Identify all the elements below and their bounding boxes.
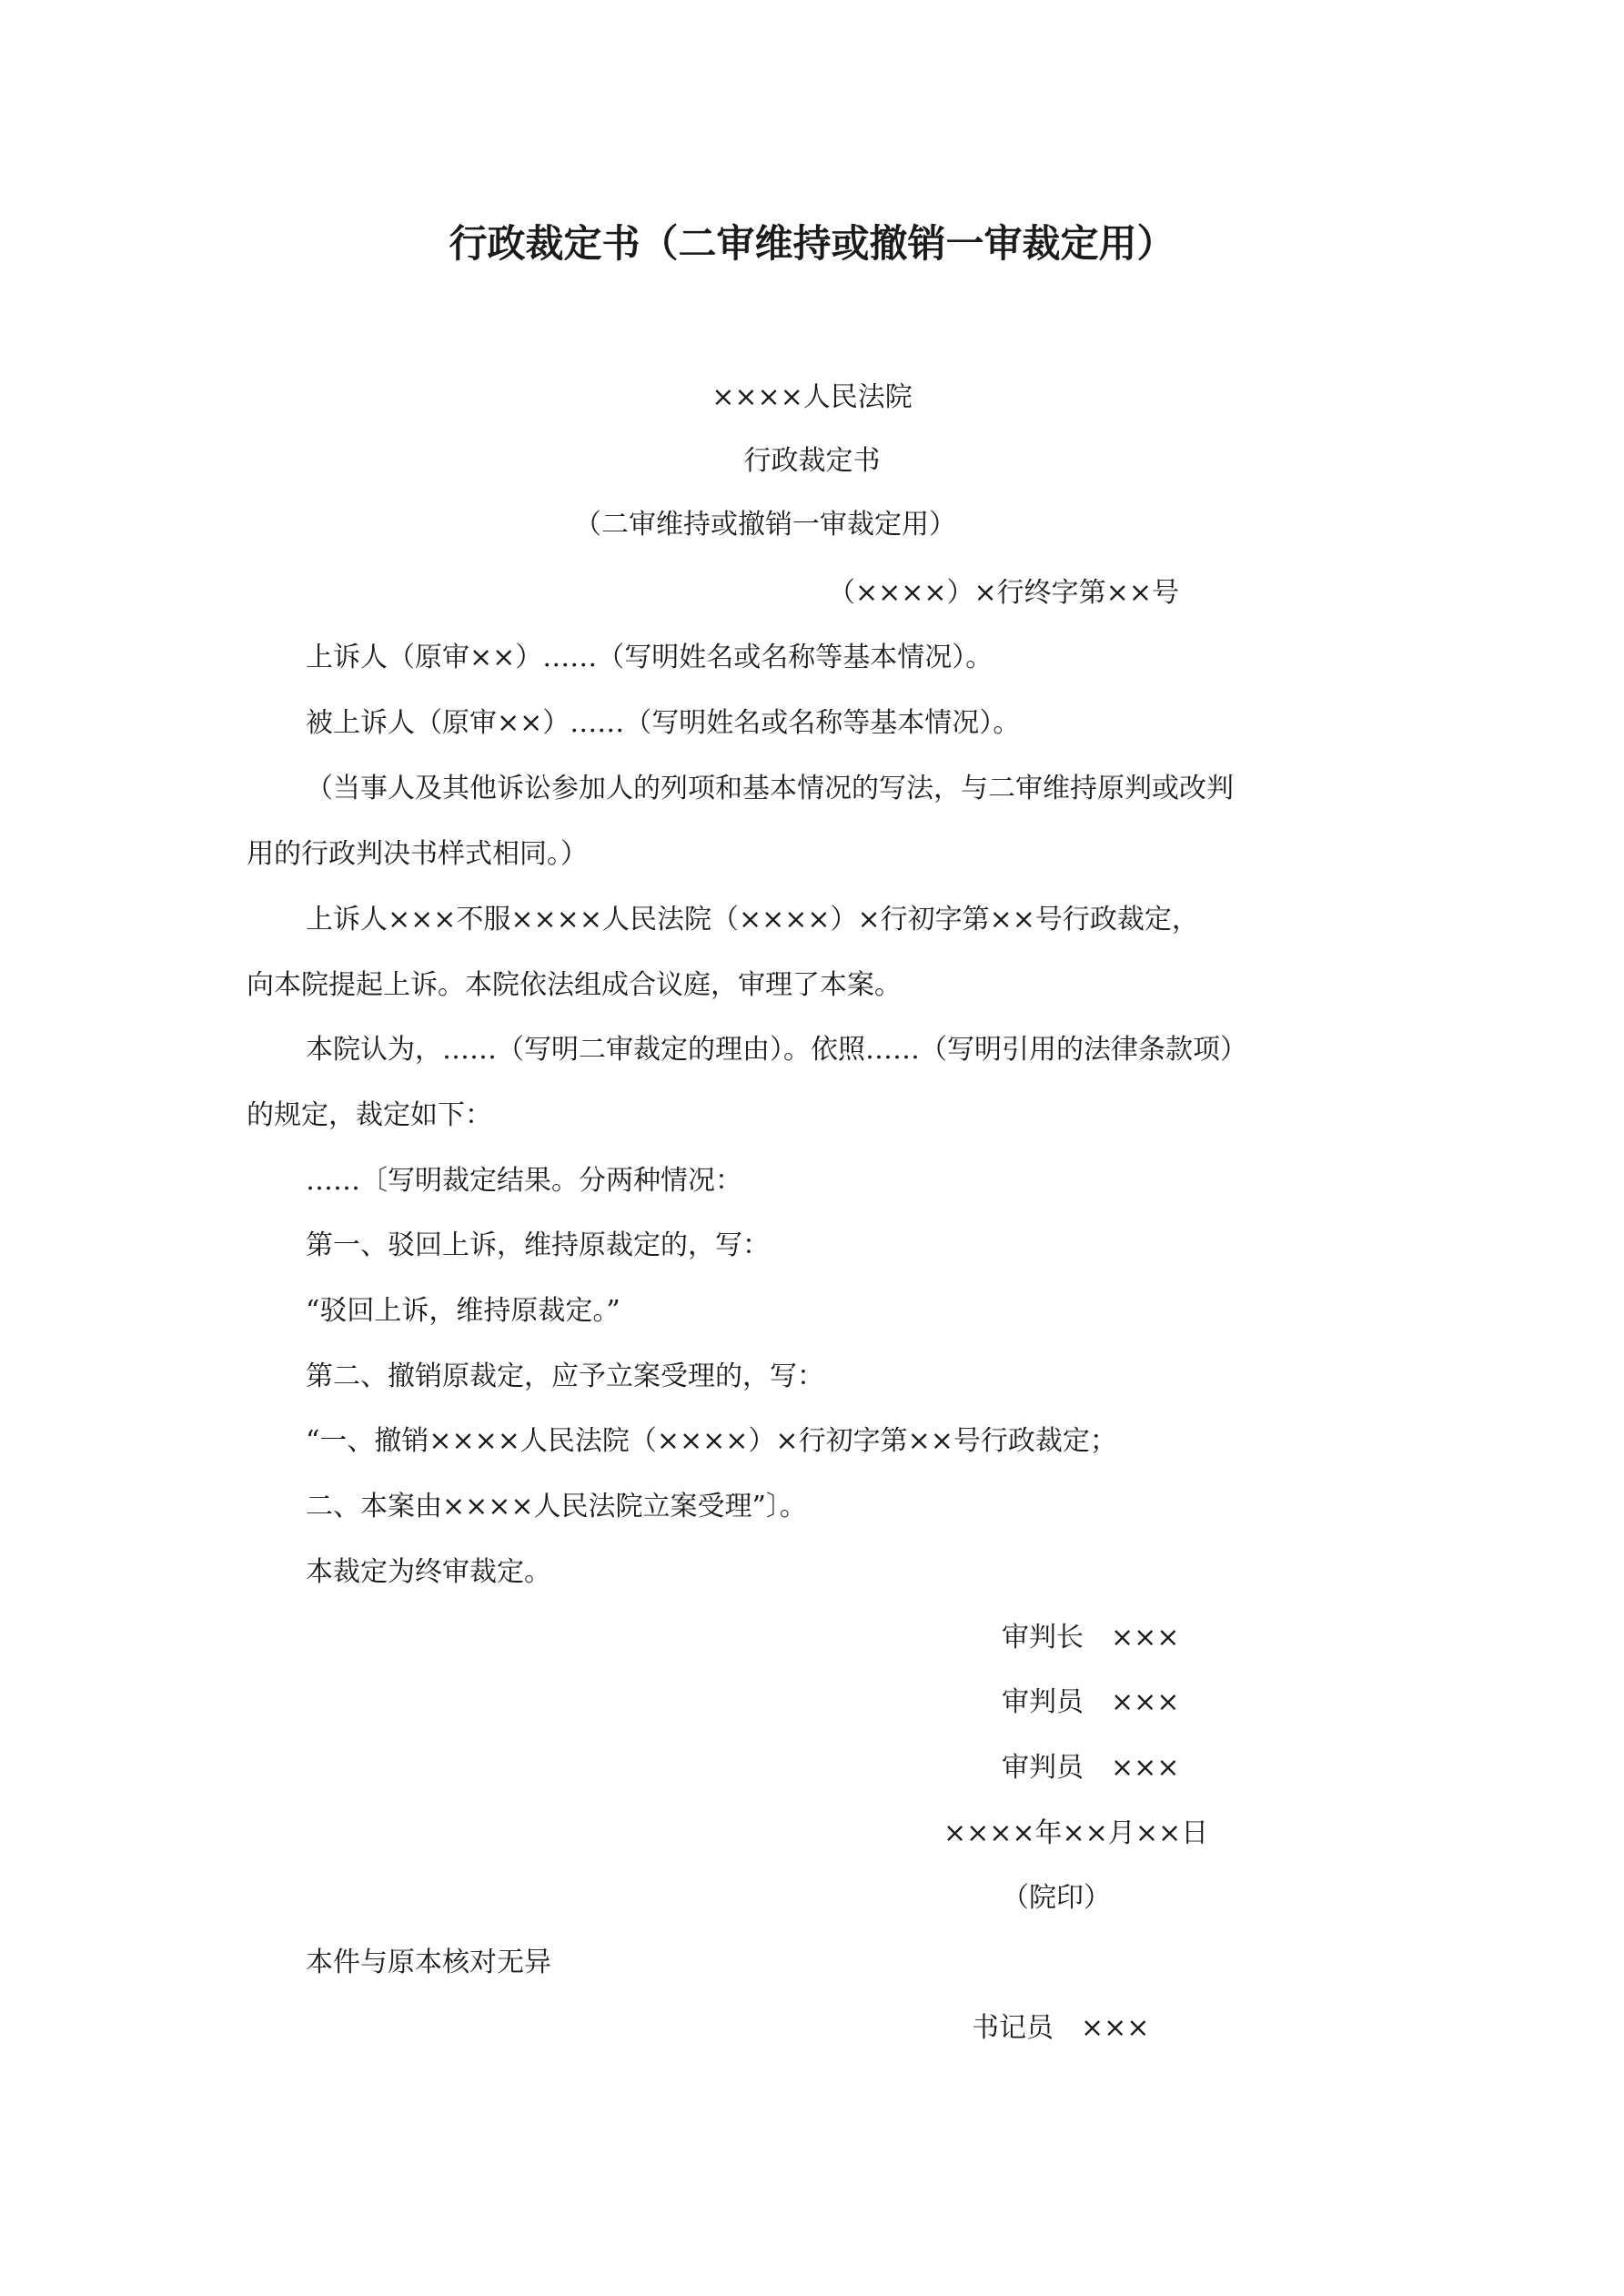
case-number: （××××）×行终字第××号 xyxy=(828,577,1179,609)
final-statement: 本裁定为终审裁定。 xyxy=(306,1556,551,1588)
case-2-item-2: 二、本案由××××人民法院立案受理”〕。 xyxy=(306,1491,807,1522)
presiding-judge: 审判长 ××× xyxy=(1002,1622,1180,1654)
reason-line-1: 本院认为，……（写明二审裁定的理由）。依照……（写明引用的法律条款项） xyxy=(306,1034,1247,1066)
reason-line-2: 的规定，裁定如下： xyxy=(247,1099,492,1131)
appellant-line: 上诉人（原审××）……（写明姓名或名称等基本情况）。 xyxy=(306,642,994,673)
judge-1: 审判员 ××× xyxy=(1002,1686,1180,1718)
court-name: ××××人民法院 xyxy=(711,381,913,413)
appeal-line-2: 向本院提起上诉。本院依法组成合议庭，审理了本案。 xyxy=(247,969,902,1001)
clerk: 书记员 ××× xyxy=(972,2012,1150,2044)
main-title: 行政裁定书（二审维持或撤销一审裁定用） xyxy=(449,221,1175,266)
case-1-label: 第一、驳回上诉，维持原裁定的，写： xyxy=(306,1229,770,1261)
case-2-item-1: “一、撤销××××人民法院（××××）×行初字第××号行政裁定； xyxy=(306,1425,1117,1457)
parties-note-line-1: （当事人及其他诉讼参加人的列项和基本情况的写法，与二审维持原判或改判 xyxy=(306,773,1234,804)
court-seal: （院印） xyxy=(1002,1882,1111,1914)
parties-note-line-2: 用的行政判决书样式相同。） xyxy=(247,838,588,870)
result-intro: ……〔写明裁定结果。分两种情况： xyxy=(306,1165,742,1197)
document-type: 行政裁定书 xyxy=(743,445,881,477)
date: ××××年××月××日 xyxy=(943,1817,1209,1849)
document-subtitle: （二审维持或撤销一审裁定用） xyxy=(574,509,956,541)
case-2-label: 第二、撤销原裁定，应予立案受理的，写： xyxy=(306,1360,824,1392)
appeal-line-1: 上诉人×××不服××××人民法院（××××）×行初字第××号行政裁定， xyxy=(306,904,1199,936)
judge-2: 审判员 ××× xyxy=(1002,1752,1180,1784)
case-1-text: “驳回上诉，维持原裁定。” xyxy=(306,1295,620,1327)
verification-note: 本件与原本核对无异 xyxy=(306,1947,551,1978)
appellee-line: 被上诉人（原审××）……（写明姓名或名称等基本情况）。 xyxy=(306,707,1021,739)
